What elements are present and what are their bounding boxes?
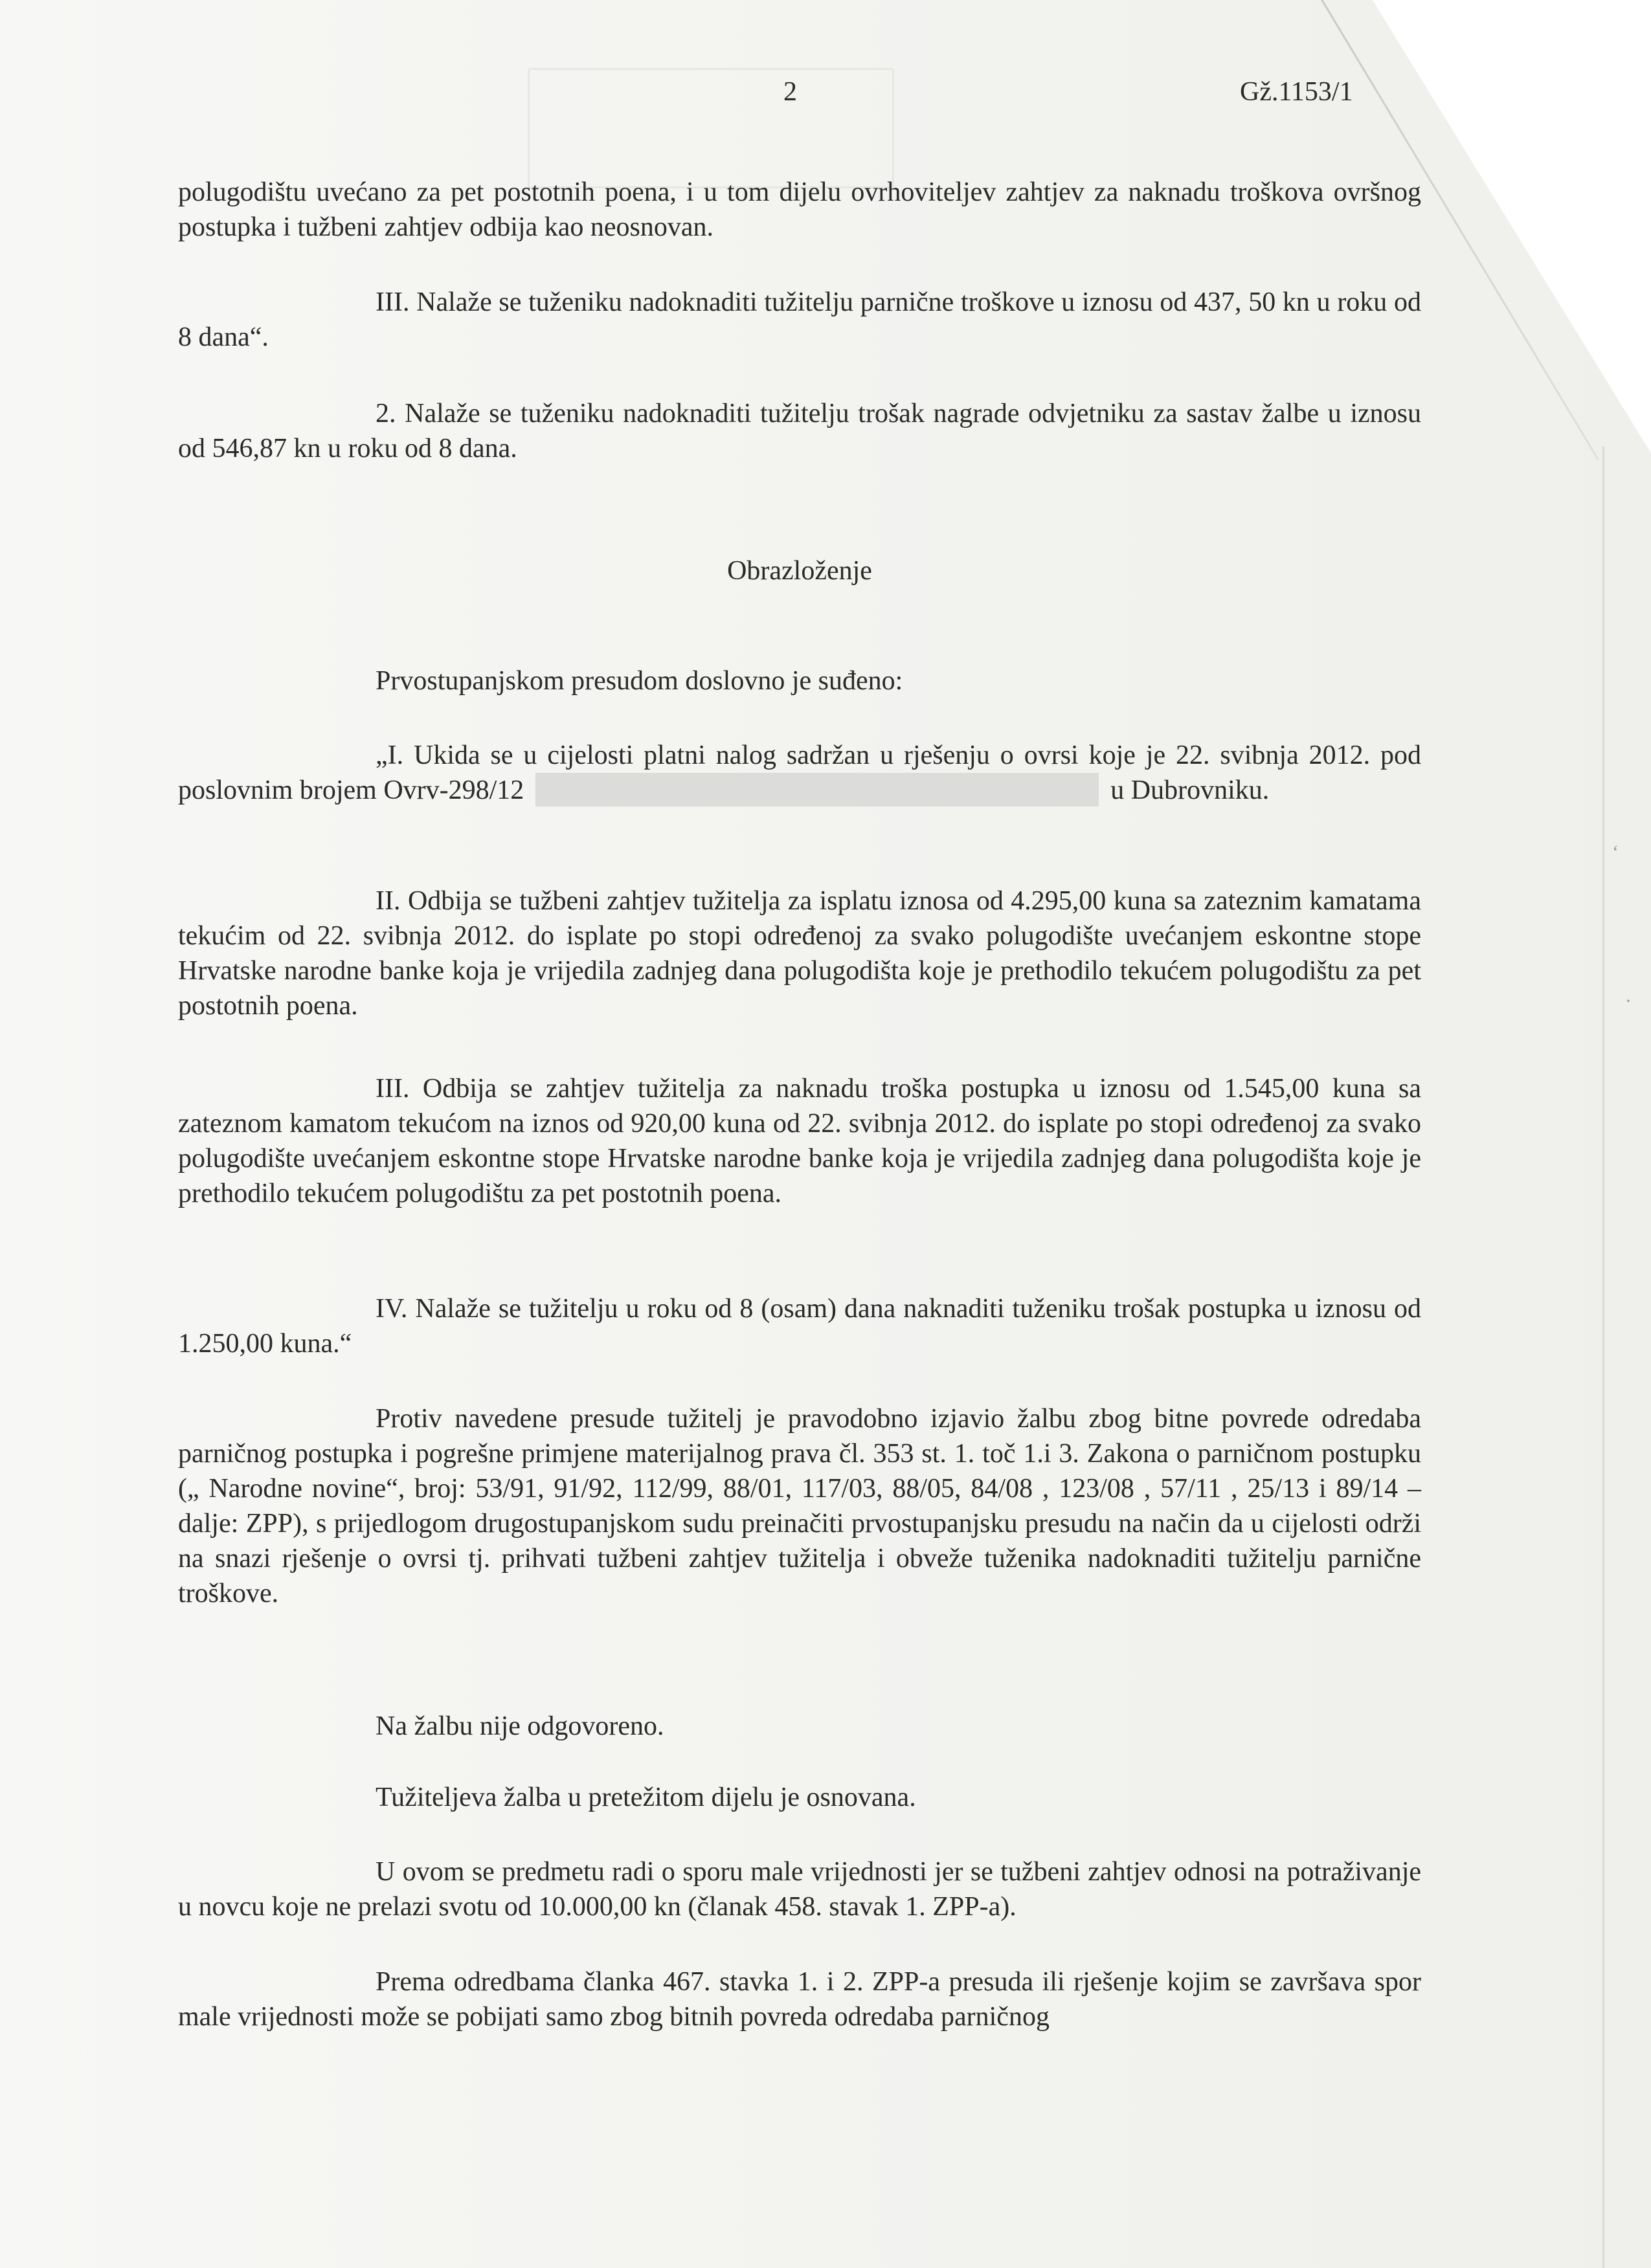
text-paragraph: Tužiteljeva žalba u pretežitom dijelu je osnovana. (376, 1783, 916, 1812)
text-paragraph: Prvostupanjskom presudom doslovno je suđeno: (376, 666, 903, 696)
paragraph-9 (178, 1401, 1421, 1611)
paragraph-4 (376, 663, 1421, 698)
redaction-box (535, 773, 1099, 806)
margin-mark: ‘ (1612, 841, 1619, 863)
page-right-edge (1602, 447, 1604, 2268)
text-paragraph: II. Odbija se tužbeni zahtjev tužitelja za isplatu iznosa od 4.295,00 kuna sa zateznim kamatama tekućim od 22. svibnja 2012. do isplate po stopi određenoj za svako polugodište uvećanjem eskontne stope Hrvatske narodne banke koja je vrijedila zadnjeg dana polugodišta koje je prethodilo tekućem polugodištu za pet postotnih poena. (178, 886, 1421, 1021)
paragraph-6 (178, 884, 1421, 1023)
text-paragraph: III. Odbija se zahtjev tužitelja za naknadu troška postupka u iznosu od 1.545,00 kuna sa zateznom kamatom tekućom na iznos od 920,00 kuna od 22. svibnja 2012. do isplate po stopi određenoj za svako polugodište uvećanjem eskontne stope Hrvatske narodne banke koja je vrijedila zadnjeg dana polugodišta koje je prethodilo tekućem polugodištu za pet postotnih poena. (178, 1074, 1421, 1208)
text-paragraph: Protiv navedene presude tužitelj je pravodobno izjavio žalbu zbog bitne povrede odredaba parničnog postupka i pogrešne primjene materijalnog prava čl. 353 st. 1. toč 1.i 3. Zakona o parničnom postupku („ Narodne novine“, broj: 53/91, 91/92, 112/99, 88/01, 117/03, 88/05, 84/08 , 123/08 , 57/11 , 25/13 i 89/14 – dalje: ZPP), s prijedlogom drugostupanjskom sudu preinačiti prvostupanjsku presudu na način da u cijelosti održi na snazi rješenje o ovrsi tj. prihvati tužbeni zahtjev tužitelja i obveže tuženika nadoknaditi tužitelju parnične troškove. (178, 1404, 1421, 1608)
paragraph-13 (178, 1964, 1421, 2034)
text-paragraph: polugodištu uvećano za pet postotnih poena, i u tom dijelu ovrhoviteljev zahtjev za naknadu troškova ovršnog postupka i tužbeni zahtjev odbija kao neosnovan. (178, 177, 1421, 242)
paragraph-12 (178, 1854, 1421, 1924)
text-paragraph: Na žalbu nije odgovoreno. (376, 1711, 664, 1741)
text-span: „I. Ukida se u cijelosti platni nalog sadržan u rješenju o ovrsi koje je 22. svibnja 2012. pod poslovnim brojem Ovrv-298/12 (178, 740, 1421, 805)
paragraph-7 (178, 1071, 1421, 1211)
paragraph-3 (178, 396, 1421, 466)
margin-mark: · (1625, 990, 1632, 1012)
text-paragraph (178, 738, 1421, 808)
text-paragraph: U ovom se predmetu radi o sporu male vrijednosti jer se tužbeni zahtjev odnosi na potraživanje u novcu koje ne prelazi svotu od 10.000,00 kn (članak 458. stavak 1. ZPP-a). (178, 1857, 1421, 1922)
text-span: u Dubrovniku. (1110, 775, 1270, 805)
text-paragraph: 2. Nalaže se tuženiku nadoknaditi tužitelju trošak nagrade odvjetniku za sastav žalbe u iznosu od 546,87 kn u roku od 8 dana. (178, 399, 1421, 463)
paragraph-1 (178, 175, 1421, 245)
section-heading: Obrazloženje (727, 556, 872, 586)
paragraph-10 (178, 1709, 1421, 1744)
paragraph-11 (178, 1780, 1421, 1815)
case-number: Gž.1153/1 (1240, 77, 1353, 107)
page-number: 2 (783, 77, 797, 107)
paragraph-2 (178, 285, 1421, 355)
text-paragraph: Prema odredbama članka 467. stavka 1. i 2. ZPP-a presuda ili rješenje kojim se završava spor male vrijednosti može se pobijati samo zbog bitnih povreda odredaba parničnog (178, 1967, 1421, 2032)
text-paragraph: IV. Nalaže se tužitelju u roku od 8 (osam) dana naknaditi tuženiku trošak postupka u iznosu od 1.250,00 kuna.“ (178, 1294, 1421, 1359)
paragraph-5 (178, 738, 1421, 808)
show-through-stamp (528, 68, 894, 188)
paragraph-8 (178, 1291, 1421, 1361)
text-paragraph: III. Nalaže se tuženiku nadoknaditi tužitelju parnične troškove u iznosu od 437, 50 kn u roku od 8 dana“. (178, 287, 1421, 352)
